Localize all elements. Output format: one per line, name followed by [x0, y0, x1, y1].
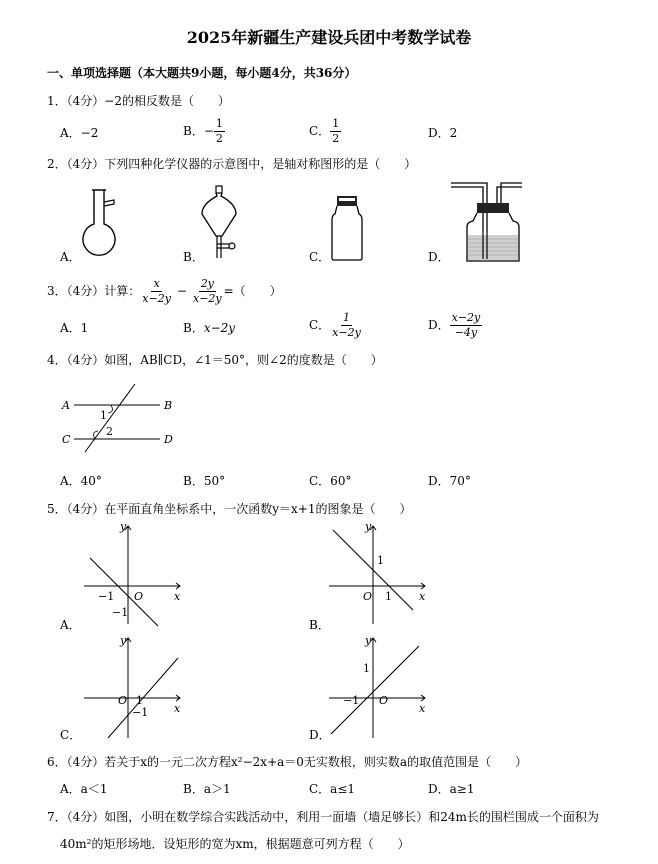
- denominator: 2: [215, 131, 223, 145]
- x-intercept-label: 1: [136, 694, 143, 707]
- q1-option-b: [183, 118, 225, 144]
- q1-option-c-fraction: [330, 118, 341, 144]
- y-intercept-label: −1: [112, 606, 129, 619]
- q3-option-d: [428, 312, 482, 338]
- q3-option-b-prefix: B．: [183, 321, 204, 335]
- graph-d: [325, 634, 435, 744]
- label-d: D: [164, 433, 173, 446]
- q3-option-c-fraction: [330, 312, 363, 338]
- angle-2-label: 2: [106, 425, 113, 438]
- q3-stem-suffix: =（ ）: [223, 284, 282, 298]
- q2-option-b: B．: [183, 250, 204, 264]
- origin-label: O: [379, 694, 389, 707]
- x-intercept-label: −1: [98, 590, 115, 603]
- numerator: 1: [332, 117, 340, 130]
- denominator: x−2y: [192, 291, 222, 305]
- q3-stem-prefix: 3．（4分）计算：: [47, 284, 141, 298]
- q5-option-c: C．: [60, 728, 82, 742]
- parallel-lines-figure: [60, 382, 180, 452]
- q5-stem: 5．（4分）在平面直角坐标系中，一次函数y＝x+1的图象是（ ）: [47, 502, 412, 516]
- y-intercept-label: −1: [132, 706, 149, 719]
- q1-stem: 1．（4分）−2的相反数是（ ）: [47, 94, 230, 108]
- q1-option-b-fraction: [214, 118, 225, 144]
- q4-stem: 4．（4分）如图，AB∥CD，∠1＝50°，则∠2的度数是（ ）: [47, 353, 383, 367]
- q2-option-c: C．: [309, 250, 331, 264]
- x-axis-label: x: [174, 590, 181, 603]
- origin-label: O: [134, 590, 144, 603]
- q3-fraction-2: [191, 278, 224, 304]
- angle-1-label: 1: [100, 409, 107, 422]
- label-b: B: [164, 399, 173, 412]
- minus-sign: −: [176, 284, 187, 298]
- q1-option-a: A．−2: [60, 126, 99, 140]
- x-axis-label: x: [174, 702, 181, 715]
- q2-stem: 2．（4分）下列四种化学仪器的示意图中，是轴对称图形的是（ ）: [47, 157, 417, 171]
- q3-fraction-1: [140, 278, 173, 304]
- q1-option-c-prefix: C．: [309, 124, 331, 139]
- page-title: 2025年新疆生产建设兵团中考数学试卷: [186, 28, 472, 47]
- q4-option-b: B．50°: [183, 474, 226, 488]
- label-c: C: [62, 433, 71, 446]
- q3-stem: [47, 276, 282, 306]
- q3-option-d-fraction: [450, 312, 483, 338]
- denominator: −4y: [454, 325, 478, 339]
- numerator: 1: [215, 117, 223, 130]
- x-intercept-label: −1: [343, 694, 360, 707]
- graph-c: [80, 634, 190, 744]
- q6-option-a: A．a＜1: [60, 782, 108, 796]
- q6-option-c: C．a≤1: [309, 782, 356, 796]
- x-axis-label: x: [419, 590, 426, 603]
- reagent-bottle-image: [328, 196, 368, 266]
- origin-label: O: [118, 694, 128, 707]
- numerator: 2y: [200, 276, 214, 290]
- q3-option-d-prefix: D．: [428, 318, 450, 333]
- q6-option-b: B．a＞1: [183, 782, 231, 796]
- y-axis-label: y: [120, 520, 127, 533]
- q7-stem-line2: 40m²的矩形场地．设矩形的宽为xm，根据题意可列方程（ ）: [60, 837, 410, 851]
- graph-a: [80, 520, 190, 630]
- gas-washing-bottle-image: [447, 181, 527, 266]
- q2-option-a: A．: [60, 250, 81, 264]
- y-axis-label: y: [365, 634, 372, 647]
- q5-option-d: D．: [309, 728, 331, 742]
- q4-option-d: D．70°: [428, 474, 471, 488]
- q4-option-c: C．60°: [309, 474, 352, 488]
- q6-stem: 6．（4分）若关于x的一元二次方程x²−2x+a＝0无实数根，则实数a的取值范围是（ ）: [47, 755, 528, 769]
- q1-option-d: D．2: [428, 126, 458, 140]
- y-intercept-label: 1: [363, 662, 370, 675]
- q7-stem-line1: 7．（4分）如图，小明在数学综合实践活动中，利用一面墙（墙足够长）和24m长的围栏围成一个面积为: [47, 810, 599, 824]
- numerator: x: [153, 276, 160, 290]
- round-flask-image: [76, 188, 126, 263]
- q3-option-b: [183, 322, 235, 334]
- x-axis-label: x: [419, 702, 426, 715]
- label-a: A: [62, 399, 70, 412]
- q1-option-b-prefix: B．−: [183, 124, 214, 139]
- q4-option-a: A．40°: [60, 474, 102, 488]
- denominator: x−2y: [332, 325, 361, 339]
- y-axis-label: y: [365, 520, 372, 533]
- q6-option-d: D．a≥1: [428, 782, 475, 796]
- section-heading: 一、单项选择题（本大题共9小题，每小题4分，共36分）: [47, 66, 357, 80]
- denominator: 2: [332, 131, 340, 145]
- graph-b: [325, 520, 435, 630]
- q5-option-a: A．: [60, 618, 81, 632]
- y-axis-label: y: [120, 634, 127, 647]
- q3-option-c: [309, 312, 363, 338]
- x-intercept-label: 1: [385, 590, 392, 603]
- q3-option-c-prefix: C．: [309, 318, 331, 333]
- q3-option-b-expr: x−2y: [203, 321, 236, 335]
- y-intercept-label: 1: [377, 554, 384, 567]
- q2-option-d: D．: [428, 250, 450, 264]
- denominator: x−2y: [142, 291, 171, 305]
- origin-label: O: [363, 590, 373, 603]
- q5-option-b: B．: [309, 618, 330, 632]
- numerator: x−2y: [451, 311, 481, 324]
- numerator: 1: [343, 311, 350, 324]
- q1-option-c: [309, 118, 341, 144]
- separatory-funnel-image: [198, 186, 243, 266]
- q3-option-a: A．1: [60, 321, 89, 335]
